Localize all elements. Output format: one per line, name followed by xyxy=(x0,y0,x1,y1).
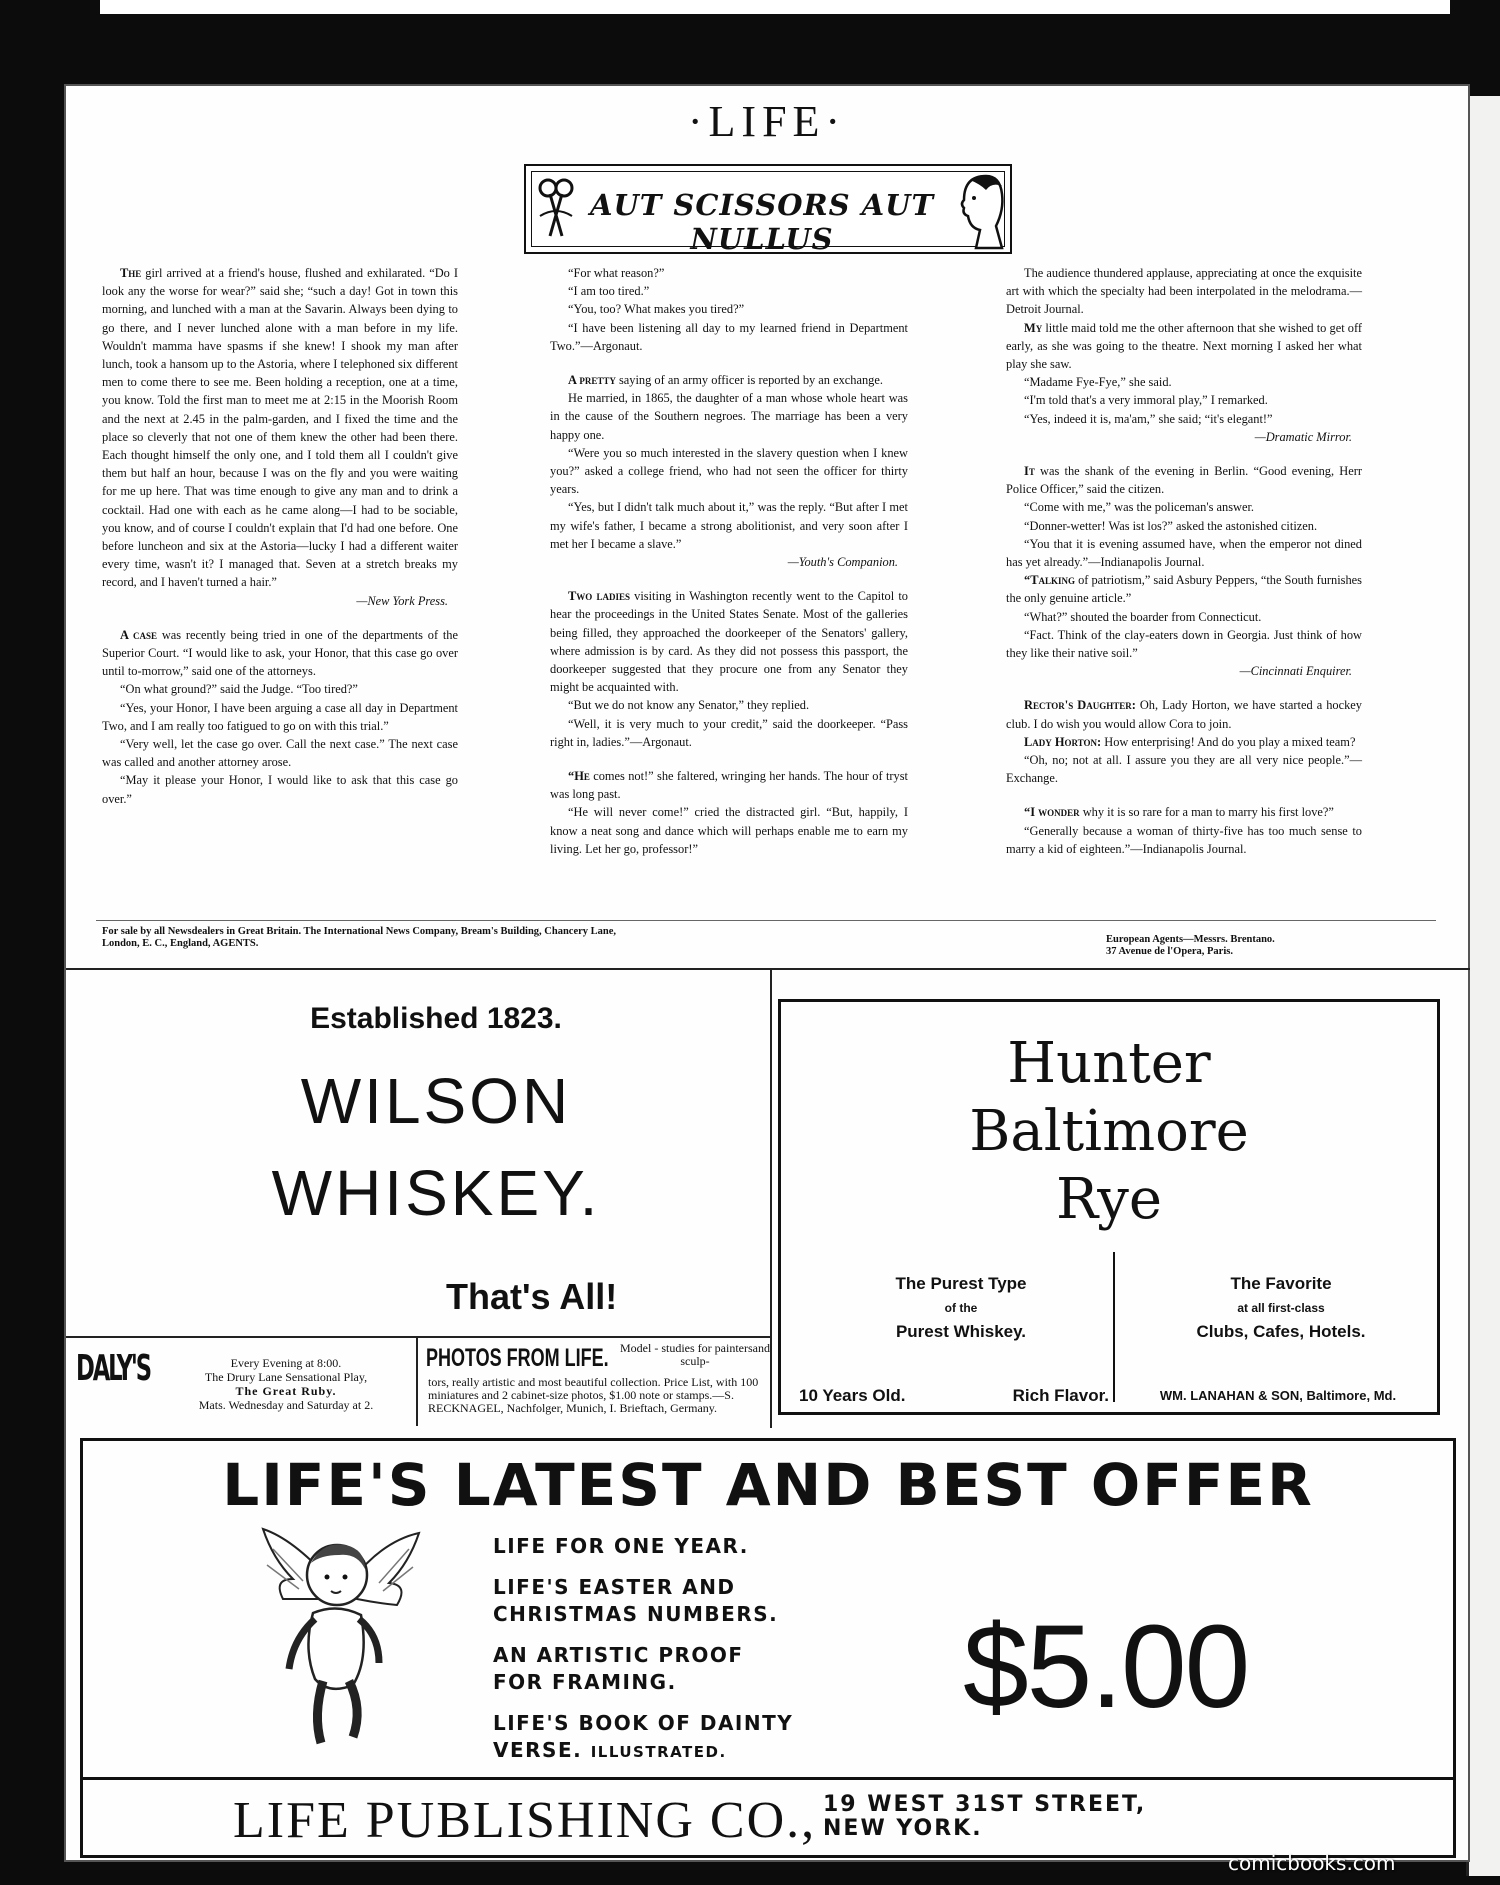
citation: —New York Press. xyxy=(356,593,448,608)
paragraph-lead: “Talking xyxy=(1024,573,1075,588)
masthead: ·LIFE· xyxy=(687,97,847,146)
paragraph-text: “I have been listening all day to my learned friend in Department Two.”—Argonaut. xyxy=(550,320,908,353)
paragraph xyxy=(1006,517,1362,535)
paragraph-text: “Fact. Think of the clay-eaters down in Georgia. Just think of how they like their native soil.” xyxy=(1006,627,1362,661)
agents-notice-paris xyxy=(1106,934,1416,958)
paragraph xyxy=(1006,751,1362,787)
hunter-right-3: Clubs, Cafes, Hotels. xyxy=(1196,1322,1366,1341)
paragraph xyxy=(102,626,458,681)
paragraph-text: How enterprising! And do you play a mixed team? xyxy=(1101,734,1356,749)
paragraph xyxy=(1006,535,1362,571)
agents-paris-line1: European Agents—Messrs. Brentano. xyxy=(1106,934,1275,945)
paragraph xyxy=(1006,319,1362,374)
paragraph-text: “Yes, but I didn't talk much about it,” was the reply. “But after I met my wife's father, I became a strong abolitionist, and very soon after I met her I became a slave.” xyxy=(550,500,908,551)
paragraph-lead: The xyxy=(120,266,142,280)
hunter-left-panel xyxy=(821,1272,1101,1344)
paragraph-text: “He will never come!” cried the distracted girl. “But, happily, I know a neat song and dance which will perhaps enable me to earn my living. Let her go, professor!” xyxy=(550,805,908,856)
publisher-address-1: 19 WEST 31ST STREET, xyxy=(823,1792,1147,1817)
page-top-edge xyxy=(100,0,1450,14)
adjacent-page-edge xyxy=(1466,96,1500,1876)
paragraph xyxy=(1006,498,1362,516)
dalys-line2: The Drury Lane Sensational Play, xyxy=(204,1370,368,1384)
small-ads-rule xyxy=(66,1336,770,1338)
paragraph-text: “I'm told that's a very immoral play,” I remarked. xyxy=(1024,393,1268,408)
offer-item-3 xyxy=(493,1642,873,1696)
offer-item-3a: AN ARTISTIC PROOF xyxy=(493,1643,744,1667)
hunter-brand xyxy=(781,1030,1437,1234)
offer-item-2 xyxy=(493,1574,873,1628)
paragraph-text: comes not!” she faltered, wringing her hands. The hour of tryst was long past. xyxy=(550,769,908,802)
wilson-whiskey-ad xyxy=(86,976,786,1396)
offer-item-3b: FOR FRAMING. xyxy=(493,1670,677,1694)
offer-price: $5.00 xyxy=(963,1601,1249,1733)
paragraph-lead: “He xyxy=(568,769,590,784)
citation: —Dramatic Mirror. xyxy=(1254,429,1352,444)
paragraph xyxy=(550,444,908,499)
paragraph-text: “Donner-wetter! Was ist los?” asked the astonished citizen. xyxy=(1024,518,1318,533)
paragraph-lead: Two ladies xyxy=(568,589,630,604)
paragraph-text: “May it please your Honor, I would like to ask that this case go over.” xyxy=(102,773,458,806)
paragraph-text: “Yes, indeed it is, ma'am,” she said; “it's elegant!” xyxy=(1024,411,1273,426)
photos-body-text: tors, really artistic and most beautiful collection. Price List, with 100 miniatures and 2 cabinet-size photos, $1.00 note or stamps.—S. RECKNAGEL, Nachfolger, Munich, I. Brieftach, Germany. xyxy=(428,1375,759,1415)
paragraph-text: “But we do not know any Senator,” they replied. xyxy=(568,698,810,713)
hunter-right-2: at all first-class xyxy=(1237,1301,1325,1315)
agents-rule xyxy=(96,920,1436,921)
offer-item-2a: LIFE'S EASTER AND xyxy=(493,1575,736,1599)
hunter-left-1: The Purest Type xyxy=(895,1274,1027,1293)
paragraph-lead: “I wonder xyxy=(1024,805,1080,820)
paragraph xyxy=(550,371,908,389)
paragraph xyxy=(1006,462,1362,498)
offer-item-4 xyxy=(493,1710,873,1766)
paragraph xyxy=(550,300,908,318)
offer-item-4b: VERSE. xyxy=(493,1738,583,1762)
hunter-age: 10 Years Old. xyxy=(799,1386,906,1405)
paragraph-text: girl arrived at a friend's house, flushed and exhilarated. “Do I look any the worse for wear?” said she; “such a day! Got in town this morning, and lunched with a man at the Savarin. Always been dying to go there, and I never lunched alone with a man before in my life. Wouldn't mamma have spasms if she knew! I shook my man after lunch, took a hansom up to the Astoria, where I telephoned six different men to come there to see me. Been holding a reception, one at a time, you know. Told the first man to meet me at 2:15 in the Moorish Room and the next at 2.45 in the palm-garden, and I fixed the time and the place so cleverly that not one of them knew the other had been there. Each thought himself the only one, and I told them all I couldn't give them but half an hour, because I was on the fly and you were waiting for me up here. That was time enough to give any man and to drink a cocktail. Had one with each as he came along—I had to be sociable, you know, and of course I couldn't explain that I'd had one before. One before luncheon and six at the Astoria—lucky I had a different waiter every time, wasn't it? I managed that. Seven at a stretch breaks my record, and I haven't turned a hair.” xyxy=(102,266,458,590)
offer-item-4c: ILLUSTRATED. xyxy=(590,1743,727,1761)
photos-side-text: Model - studies for paintersand sculp- xyxy=(620,1341,770,1368)
text-column-1 xyxy=(102,264,458,808)
banner-title: AUT SCISSORS AUT NULLUS xyxy=(589,188,935,256)
paragraph xyxy=(1006,391,1362,409)
paragraph xyxy=(1006,410,1362,428)
paragraph-gap xyxy=(1006,680,1362,696)
paragraph-gap xyxy=(1006,787,1362,803)
dalys-details xyxy=(156,1356,416,1412)
paragraph xyxy=(1006,626,1362,662)
paragraph-text: “You, too? What makes you tired?” xyxy=(568,302,745,317)
paragraph-text: why it is so rare for a man to marry his first love?” xyxy=(1079,805,1334,820)
paragraph-text: “What?” shouted the boarder from Connecticut. xyxy=(1024,609,1262,624)
paragraph xyxy=(1006,571,1362,607)
paragraph-gap xyxy=(1006,446,1362,462)
paragraph xyxy=(550,389,908,444)
paragraph xyxy=(550,282,908,300)
small-ads-divider xyxy=(416,1336,418,1426)
paragraph-gap xyxy=(550,751,908,767)
wilson-tagline: That's All! xyxy=(446,1276,618,1317)
paragraph xyxy=(1006,264,1362,319)
hunter-left-3: Purest Whiskey. xyxy=(895,1322,1027,1341)
citation: —Youth's Companion. xyxy=(787,555,898,570)
offer-items xyxy=(493,1533,873,1780)
citation: —Cincinnati Enquirer. xyxy=(1239,664,1352,679)
paragraph-lead: A case xyxy=(120,627,158,642)
paragraph-lead: It xyxy=(1024,464,1035,479)
site-watermark: comicbooks.com xyxy=(1228,1851,1396,1875)
offer-item-2b: CHRISTMAS NUMBERS. xyxy=(493,1602,779,1626)
paragraph xyxy=(1006,803,1362,821)
dalys-line4: Mats. Wednesday and Saturday at 2. xyxy=(198,1398,374,1412)
wilson-product: WHISKEY. xyxy=(271,1157,601,1229)
paragraph-text: The audience thundered applause, appreciating at once the exquisite art with which the specialty had been interpolated in the melodrama.—Detroit Journal. xyxy=(1006,266,1362,317)
publisher-address xyxy=(823,1793,1146,1841)
hunter-line1: Hunter xyxy=(1007,1031,1211,1096)
paragraph-gap xyxy=(550,355,908,371)
paragraph-text: “Yes, your Honor, I have been arguing a case all day in Department Two, and I am really too fatigued to go on with this trial.” xyxy=(102,700,458,733)
paragraph xyxy=(1006,696,1362,732)
paragraph xyxy=(102,680,458,698)
paragraph-text: “I am too tired.” xyxy=(568,284,650,299)
wilson-established: Established 1823. xyxy=(310,1002,562,1035)
dalys-theatre-ad xyxy=(76,1342,412,1426)
paragraph-text: “Generally because a woman of thirty-five has too much sense to marry a kid of eighteen.”—Indianapolis Journal. xyxy=(1006,823,1362,856)
section-banner xyxy=(524,164,1012,254)
paragraph xyxy=(550,767,908,803)
offer-item-1: LIFE FOR ONE YEAR. xyxy=(493,1534,749,1558)
publisher-address-2: NEW YORK. xyxy=(823,1816,983,1841)
paragraph-text: visiting in Washington recently went to the Capitol to hear the proceedings in the United States Senate. Most of the galleries being filled, they approached the doorkeeper of the Senators' gallery, where admission is by card. As they did not possess this passport, the doorkeeper suggested that they procure one from any Senator they might be acquainted with. xyxy=(550,589,908,695)
paragraph-text: little maid told me the other afternoon that she wished to get off early, as she was going to the theatre. Next morning I asked her what play she saw. xyxy=(1006,320,1362,372)
paragraph-text: “For what reason?” xyxy=(568,266,665,280)
paragraph xyxy=(102,771,458,807)
paragraph-text: He married, in 1865, the daughter of a man whose whole heart was in the cause of the Southern negroes. The marriage has been a very happy one. xyxy=(550,391,908,442)
hunter-bottom-left xyxy=(799,1386,1109,1406)
offer-title: LIFE'S LATEST AND BEST OFFER xyxy=(222,1451,1314,1519)
paragraph xyxy=(102,264,458,592)
offer-item-4-line2 xyxy=(493,1737,873,1766)
scissors-ornament-icon xyxy=(536,176,576,244)
agents-notice-britain: For sale by all Newsdealers in Great Britain. The International News Company, Bream's Building, Chancery Lane, London, E. C., England, AGENTS. xyxy=(102,926,617,949)
paragraph-text: saying of an army officer is reported by an exchange. xyxy=(615,373,883,388)
paragraph-text: Oh, Lady Horton, we have started a hockey club. I do wish you would allow Cora to join. xyxy=(1006,698,1363,731)
hunter-line2: Baltimore xyxy=(969,1099,1249,1164)
paragraph xyxy=(1006,733,1362,751)
paragraph-lead: Rector's Daughter: xyxy=(1024,698,1136,713)
paragraph-text: was recently being tried in one of the departments of the Superior Court. “I would like to ask, your Honor, that this case go over until to-morrow,” said one of the attorneys. xyxy=(102,627,459,679)
ads-top-rule xyxy=(66,968,1470,970)
offer-divider xyxy=(83,1777,1453,1780)
paragraph-text: “Oh, no; not at all. I assure you they are all very nice people.”—Exchange. xyxy=(1006,753,1362,786)
publisher-name: LIFE PUBLISHING CO., xyxy=(233,1792,817,1849)
paragraph xyxy=(550,715,908,751)
cherub-illustration-icon xyxy=(233,1519,433,1755)
life-offer-ad xyxy=(80,1438,1456,1858)
paragraph xyxy=(1006,608,1362,626)
paragraph-lead: Lady Horton: xyxy=(1024,734,1102,749)
dalys-line1: Every Evening at 8:00. xyxy=(230,1356,342,1370)
paragraph xyxy=(550,696,908,714)
profile-head-icon xyxy=(946,170,1008,252)
paragraph xyxy=(550,319,908,355)
hunter-right-panel xyxy=(1121,1272,1441,1344)
paragraph-text: “Come with me,” was the policeman's answer. xyxy=(1024,500,1255,515)
paragraph xyxy=(1006,822,1362,858)
paragraph xyxy=(550,803,908,858)
paragraph-text: of patriotism,” said Asbury Peppers, “the South furnishes the only genuine article.” xyxy=(1006,573,1362,606)
hunter-divider xyxy=(1113,1252,1115,1402)
paragraph-lead: A pretty xyxy=(568,373,616,388)
paragraph-lead: My xyxy=(1024,320,1043,335)
photos-title: PHOTOS FROM LIFE. xyxy=(426,1344,609,1372)
paragraph xyxy=(102,699,458,735)
paragraph-text: was the shank of the evening in Berlin. “Good evening, Herr Police Officer,” said the citizen. xyxy=(1006,464,1362,497)
paragraph xyxy=(550,264,908,282)
paragraph-text: “Madame Fye-Fye,” she said. xyxy=(1024,375,1172,390)
hunter-rye-ad xyxy=(778,999,1440,1415)
paragraph xyxy=(102,735,458,771)
dalys-line3: The Great Ruby. xyxy=(235,1384,337,1398)
paragraph-text: “You that it is evening assumed have, when the emperor not dined has yet already.”—Indianapolis Journal. xyxy=(1006,536,1362,570)
dalys-name: DALY'S xyxy=(76,1348,150,1389)
hunter-maker: WM. LANAHAN & SON, Baltimore, Md. xyxy=(1159,1388,1397,1403)
paragraph-gap xyxy=(550,571,908,587)
paragraph xyxy=(1006,373,1362,391)
text-column-2 xyxy=(550,264,908,858)
wilson-brand: WILSON xyxy=(300,1065,572,1137)
paragraph-text: “Were you so much interested in the slavery question when I knew you?” asked a college friend, who had not seen the officer for thirty years. xyxy=(550,445,908,497)
hunter-flavor: Rich Flavor. xyxy=(1012,1386,1109,1405)
offer-item-4a: LIFE'S BOOK OF DAINTY xyxy=(493,1711,794,1735)
paragraph-text: “On what ground?” said the Judge. “Too tired?” xyxy=(120,682,358,697)
paragraph xyxy=(550,587,908,696)
hunter-left-2: of the xyxy=(944,1301,978,1315)
hunter-line3: Rye xyxy=(1056,1167,1162,1232)
paragraph-text: “Very well, let the case go over. Call the next case.” The next case was called and another attorney arose. xyxy=(102,737,458,770)
hunter-right-1: The Favorite xyxy=(1230,1274,1332,1293)
magazine-page xyxy=(64,84,1470,1862)
paragraph-text: “Well, it is very much to your credit,” said the doorkeeper. “Pass right in, ladies.”—Argonaut. xyxy=(550,716,908,749)
agents-paris-line2: 37 Avenue de l'Opera, Paris. xyxy=(1106,946,1233,957)
paragraph-gap xyxy=(102,610,458,626)
text-column-3 xyxy=(1006,264,1362,858)
paragraph xyxy=(550,498,908,553)
photos-from-life-ad xyxy=(426,1342,772,1426)
